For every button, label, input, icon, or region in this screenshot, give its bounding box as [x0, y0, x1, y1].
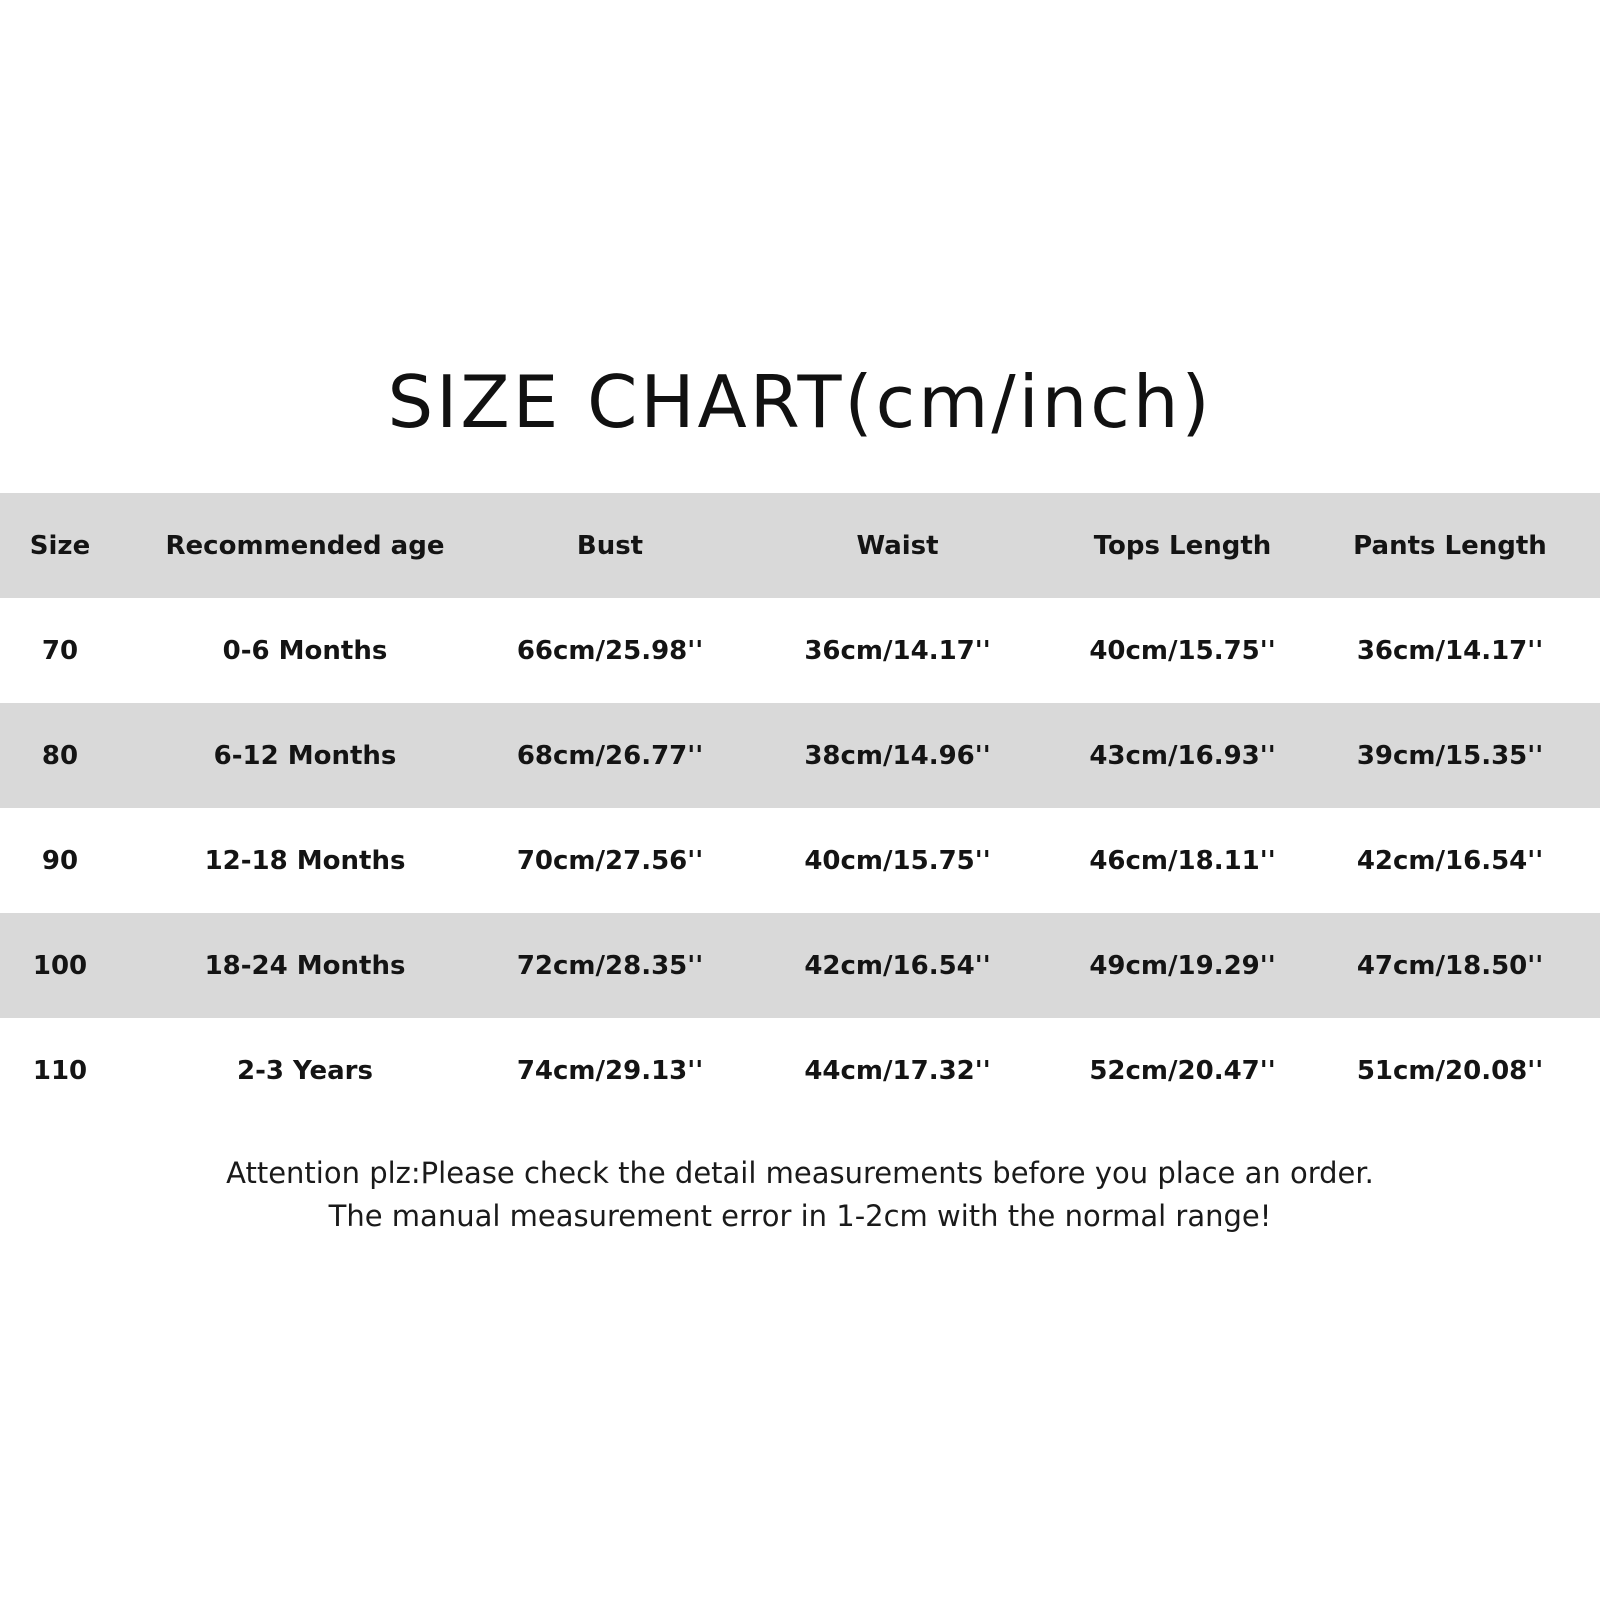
attention-note — [0, 1152, 1600, 1238]
header-size: Size — [29, 530, 91, 561]
cell-waist: 38cm/14.96'' — [804, 740, 991, 771]
cell-pants-length: 36cm/14.17'' — [1356, 635, 1544, 666]
cell-tops-length: 49cm/19.29'' — [1089, 950, 1276, 981]
cell-size: 70 — [41, 635, 79, 666]
table-row — [0, 1018, 1600, 1123]
table-header-row — [0, 493, 1600, 598]
cell-waist: 36cm/14.17'' — [804, 635, 991, 666]
attention-note-line-1: Attention plz:Please check the detail measurements before you place an order. — [226, 1156, 1374, 1190]
cell-bust: 70cm/27.56'' — [516, 845, 704, 876]
header-pants-length: Pants Length — [1353, 530, 1547, 561]
cell-recommended-age: 6-12 Months — [213, 740, 397, 771]
cell-waist: 40cm/15.75'' — [804, 845, 991, 876]
cell-size: 110 — [32, 1055, 88, 1086]
cell-size: 80 — [41, 740, 79, 771]
header-tops-length: Tops Length — [1093, 530, 1272, 561]
cell-tops-length: 46cm/18.11'' — [1089, 845, 1276, 876]
cell-bust: 68cm/26.77'' — [516, 740, 704, 771]
cell-recommended-age: 0-6 Months — [222, 635, 388, 666]
table-row — [0, 598, 1600, 703]
cell-pants-length: 47cm/18.50'' — [1356, 950, 1544, 981]
cell-tops-length: 52cm/20.47'' — [1089, 1055, 1276, 1086]
header-waist: Waist — [856, 530, 939, 561]
cell-tops-length: 40cm/15.75'' — [1089, 635, 1276, 666]
header-bust: Bust — [576, 530, 644, 561]
cell-tops-length: 43cm/16.93'' — [1089, 740, 1276, 771]
cell-size: 90 — [41, 845, 79, 876]
table-row — [0, 808, 1600, 913]
header-recommended-age: Recommended age — [165, 530, 445, 561]
cell-pants-length: 51cm/20.08'' — [1356, 1055, 1544, 1086]
table-row — [0, 703, 1600, 808]
cell-waist: 42cm/16.54'' — [804, 950, 991, 981]
cell-recommended-age: 2-3 Years — [237, 1055, 373, 1086]
cell-waist: 44cm/17.32'' — [804, 1055, 991, 1086]
cell-bust: 74cm/29.13'' — [516, 1055, 704, 1086]
cell-pants-length: 39cm/15.35'' — [1356, 740, 1544, 771]
cell-bust: 72cm/28.35'' — [516, 950, 704, 981]
attention-note-line-2: The manual measurement error in 1-2cm with the normal range! — [328, 1199, 1272, 1233]
cell-recommended-age: 18-24 Months — [204, 950, 406, 981]
cell-pants-length: 42cm/16.54'' — [1356, 845, 1544, 876]
size-chart-table — [0, 493, 1600, 1123]
page-title: SIZE CHART(cm/inch) — [387, 360, 1213, 444]
cell-size: 100 — [32, 950, 88, 981]
cell-bust: 66cm/25.98'' — [516, 635, 704, 666]
table-row — [0, 913, 1600, 1018]
cell-recommended-age: 12-18 Months — [204, 845, 406, 876]
